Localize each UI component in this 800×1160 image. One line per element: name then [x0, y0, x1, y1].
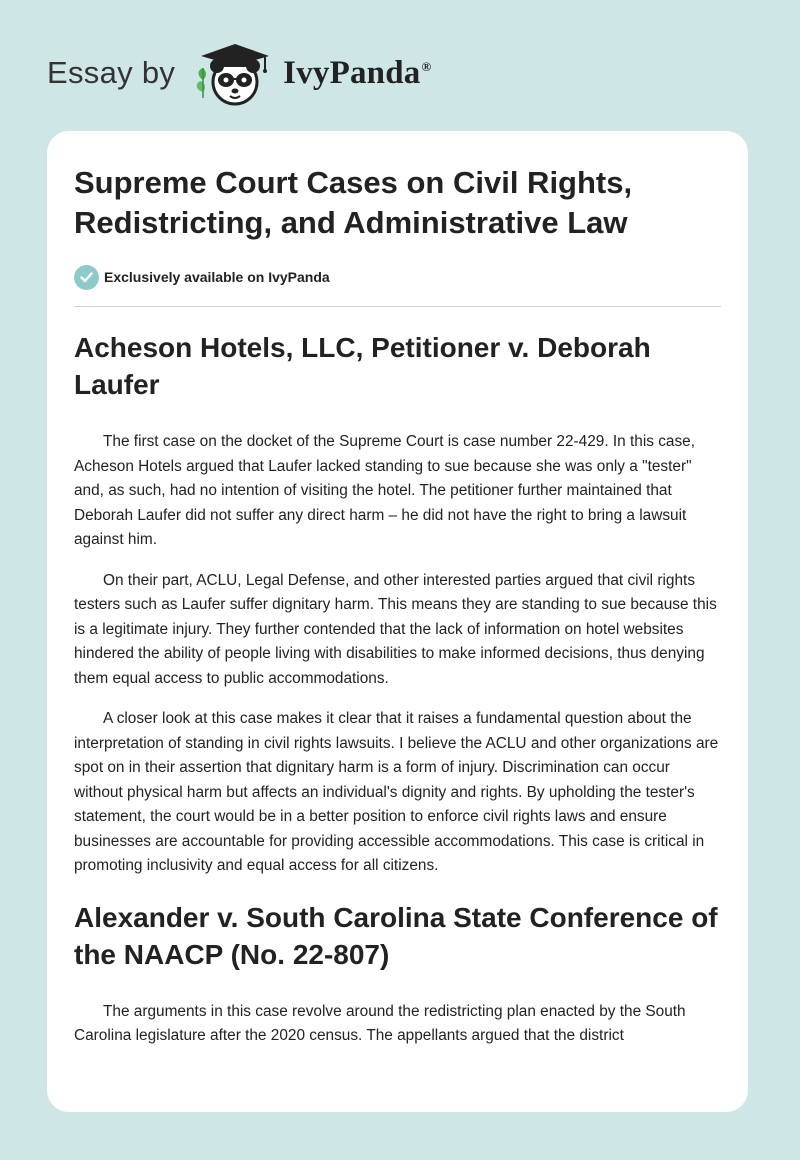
- section-alexander: [74, 899, 721, 1049]
- brand-name: IvyPanda®: [283, 54, 432, 91]
- check-icon: [74, 265, 99, 290]
- paragraph: A closer look at this case makes it clear that it raises a fundamental question about the interpretation of standing in civil rights lawsuits. I believe the ACLU and other organizations are spot on in their assertion that dignitary harm is a form of injury. Discrimination can occur without physical harm but affects an individual's dignity and rights. By upholding the tester's statement, the court would be in a better position to enforce civil rights laws and ensure businesses are accountable for providing accessible accommodations. This case is critical in promoting inclusivity and equal access for all citizens.: [74, 710, 719, 874]
- exclusive-badge: [74, 263, 721, 291]
- section-acheson: [74, 329, 721, 879]
- page-title: Supreme Court Cases on Civil Rights, Redistricting, and Administrative Law: [74, 165, 633, 240]
- panda-logo-icon: [189, 38, 281, 108]
- section-heading: Alexander v. South Carolina State Conference of the NAACP (No. 22-807): [74, 901, 718, 970]
- divider: [74, 306, 721, 307]
- brand-prefix: Essay by: [47, 55, 176, 90]
- essay-card: [47, 131, 748, 1112]
- paragraph: The arguments in this case revolve around the redistricting plan enacted by the South Carolina legislature after the 2020 census. The appellants argued that the district: [74, 1002, 686, 1044]
- paragraph: The first case on the docket of the Supreme Court is case number 22-429. In this case, Acheson Hotels argued that Laufer lacked standing to sue because she was only a "tester" and, as such, had no intention of visiting the hotel. The petitioner further maintained that Deborah Laufer did not suffer any direct harm – he did not have the right to bring a lawsuit against him.: [74, 433, 695, 548]
- brand-header[interactable]: [47, 38, 431, 108]
- paragraph: On their part, ACLU, Legal Defense, and other interested parties argued that civil rights testers such as Laufer suffer dignitary harm. This means they are standing to sue because this is a legitimate injury. They further contended that the lack of information on hotel websites hindered the ability of people living with disabilities to make informed decisions, thus denying them equal access to public accommodations.: [74, 571, 717, 687]
- section-heading: Acheson Hotels, LLC, Petitioner v. Deborah Laufer: [74, 332, 651, 400]
- exclusive-text: Exclusively available on IvyPanda: [104, 269, 330, 285]
- registered-mark: ®: [421, 58, 432, 74]
